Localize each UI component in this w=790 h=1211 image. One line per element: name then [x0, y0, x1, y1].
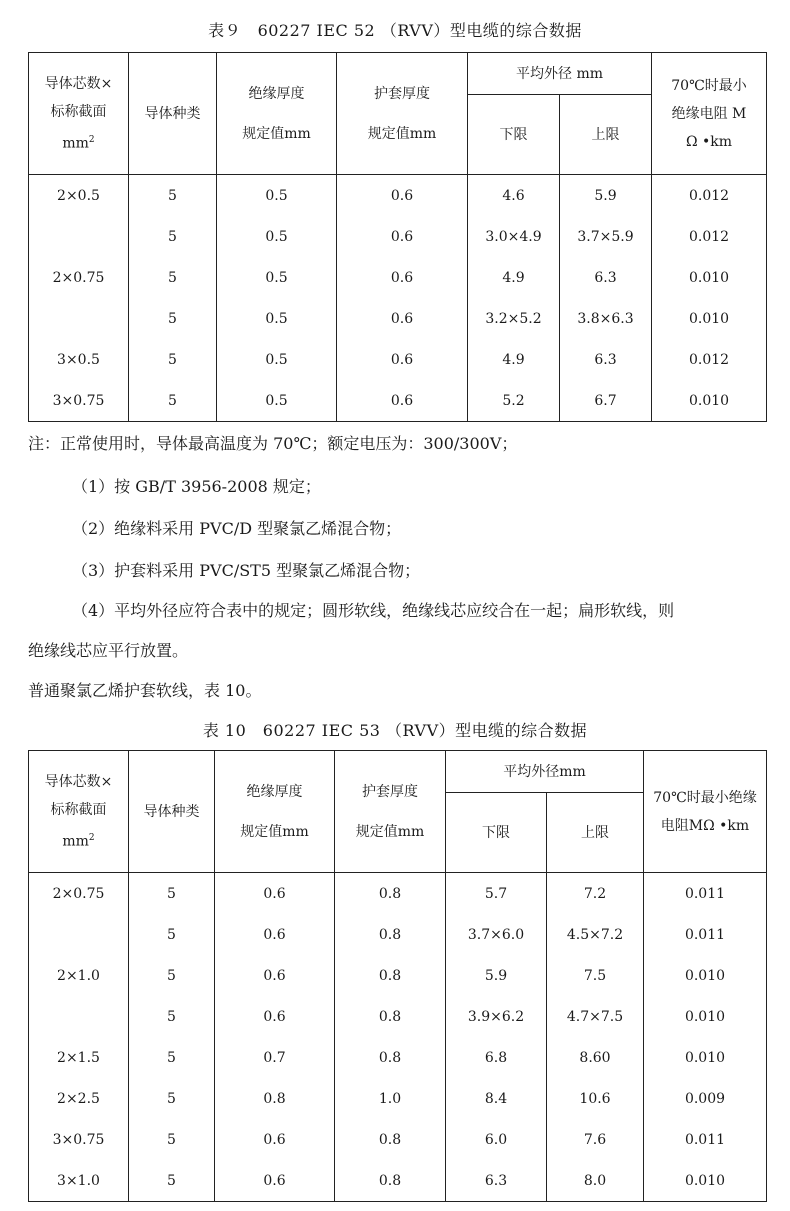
cell: 3.9×6.2	[446, 996, 547, 1037]
cell: 5	[129, 257, 217, 298]
table-row	[29, 1119, 767, 1160]
cell: 5	[129, 1037, 215, 1078]
table9-body	[29, 175, 767, 422]
cell: 7.6	[547, 1119, 644, 1160]
cell: 5	[129, 298, 217, 339]
cell: 5	[129, 175, 217, 217]
cell: 5.9	[560, 175, 652, 217]
cell: 0.012	[652, 339, 767, 380]
cell: 3.7×6.0	[446, 914, 547, 955]
cell	[29, 216, 129, 257]
table-row	[29, 216, 767, 257]
cell: 0.010	[644, 996, 767, 1037]
cell: 8.4	[446, 1078, 547, 1119]
table9-header-sheath: 护套厚度 规定值mm	[337, 53, 468, 175]
cell: 0.011	[644, 1119, 767, 1160]
cell: 0.8	[335, 914, 446, 955]
cell: 0.6	[337, 216, 468, 257]
cell	[29, 914, 129, 955]
cell: 0.011	[644, 873, 767, 915]
note-table10-intro: 普通聚氯乙烯护套软线，表 10。	[28, 681, 262, 700]
cell: 0.5	[217, 175, 337, 217]
cell: 0.5	[217, 257, 337, 298]
cell: 2×1.5	[29, 1037, 129, 1078]
cell: 0.8	[335, 955, 446, 996]
cell: 0.6	[337, 339, 468, 380]
cell: 0.7	[215, 1037, 335, 1078]
table-row	[29, 175, 767, 217]
table10	[28, 750, 767, 1202]
table9-header-resistance: 70℃时最小 绝缘电阻 M Ω •km	[652, 53, 767, 175]
table9-header-lower: 下限	[468, 95, 560, 175]
cell: 4.9	[468, 257, 560, 298]
cell: 3.2×5.2	[468, 298, 560, 339]
table-row	[29, 298, 767, 339]
cell: 3.8×6.3	[560, 298, 652, 339]
cell: 0.6	[337, 257, 468, 298]
cell: 5.2	[468, 380, 560, 422]
cell: 6.8	[446, 1037, 547, 1078]
table10-caption: 表 10 60227 IEC 53 （RVV）型电缆的综合数据	[202, 721, 588, 740]
table9-header-insulation: 绝缘厚度 规定值mm	[217, 53, 337, 175]
cell: 0.6	[215, 873, 335, 915]
cell: 0.5	[217, 298, 337, 339]
cell: 2×0.75	[29, 873, 129, 915]
cell: 0.8	[335, 996, 446, 1037]
cell: 6.0	[446, 1119, 547, 1160]
table9-header-diameter: 平均外径 mm	[468, 53, 652, 95]
cell: 0.010	[644, 1037, 767, 1078]
cell: 7.2	[547, 873, 644, 915]
table10-header-diameter: 平均外径mm	[446, 751, 644, 793]
cell: 0.6	[337, 175, 468, 217]
cell: 5	[129, 955, 215, 996]
cell: 0.012	[652, 175, 767, 217]
table10-header-conductor: 导体种类	[129, 751, 215, 873]
cell: 5	[129, 996, 215, 1037]
table10-header-sheath: 护套厚度 规定值mm	[335, 751, 446, 873]
cell: 5	[129, 1119, 215, 1160]
table-row	[29, 996, 767, 1037]
cell: 0.012	[652, 216, 767, 257]
cell: 0.8	[335, 1160, 446, 1202]
cell: 5.9	[446, 955, 547, 996]
cell: 0.6	[337, 380, 468, 422]
table-row	[29, 339, 767, 380]
cell: 0.009	[644, 1078, 767, 1119]
note-4: （4）平均外径应符合表中的规定；圆形软线，绝缘线芯应绞合在一起；扁形软线，则	[72, 601, 675, 620]
cell: 0.5	[217, 216, 337, 257]
cell	[29, 298, 129, 339]
cell: 6.3	[560, 339, 652, 380]
cell: 0.6	[337, 298, 468, 339]
table-row	[29, 1037, 767, 1078]
cell: 6.3	[560, 257, 652, 298]
cell: 0.010	[652, 298, 767, 339]
table10-header-insulation: 绝缘厚度 规定值mm	[215, 751, 335, 873]
table-row	[29, 914, 767, 955]
cell: 0.8	[335, 1119, 446, 1160]
cell: 0.010	[652, 380, 767, 422]
note-2: （2）绝缘料采用 PVC/D 型聚氯乙烯混合物；	[72, 519, 402, 538]
table10-body	[29, 873, 767, 1202]
cell: 0.6	[215, 955, 335, 996]
cell: 0.010	[652, 257, 767, 298]
cell	[29, 996, 129, 1037]
cell: 1.0	[335, 1078, 446, 1119]
table-row	[29, 380, 767, 422]
cell: 3×0.75	[29, 1119, 129, 1160]
cell: 4.6	[468, 175, 560, 217]
cell: 5	[129, 873, 215, 915]
cell: 5	[129, 914, 215, 955]
table-row	[29, 1078, 767, 1119]
cell: 6.3	[446, 1160, 547, 1202]
cell: 2×0.5	[29, 175, 129, 217]
cell: 3×1.0	[29, 1160, 129, 1202]
cell: 2×0.75	[29, 257, 129, 298]
cell: 0.6	[215, 914, 335, 955]
cell: 2×2.5	[29, 1078, 129, 1119]
cell: 5	[129, 1078, 215, 1119]
table10-header-resistance: 70℃时最小绝缘 电阻MΩ •km	[644, 751, 767, 873]
cell: 7.5	[547, 955, 644, 996]
cell: 0.011	[644, 914, 767, 955]
cell: 5	[129, 380, 217, 422]
cell: 0.6	[215, 1119, 335, 1160]
cell: 4.5×7.2	[547, 914, 644, 955]
table-row	[29, 955, 767, 996]
cell: 5	[129, 1160, 215, 1202]
table-row	[29, 257, 767, 298]
cell: 3×0.75	[29, 380, 129, 422]
cell: 5	[129, 216, 217, 257]
table10-header-upper: 上限	[547, 793, 644, 873]
table-row	[29, 1160, 767, 1202]
cell: 0.8	[215, 1078, 335, 1119]
table9-header-conductor: 导体种类	[129, 53, 217, 175]
cell: 0.8	[335, 873, 446, 915]
table9	[28, 52, 767, 422]
cell: 0.6	[215, 1160, 335, 1202]
cell: 4.9	[468, 339, 560, 380]
cell: 3×0.5	[29, 339, 129, 380]
cell: 4.7×7.5	[547, 996, 644, 1037]
cell: 0.010	[644, 1160, 767, 1202]
cell: 0.8	[335, 1037, 446, 1078]
cell: 2×1.0	[29, 955, 129, 996]
cell: 3.0×4.9	[468, 216, 560, 257]
note-main: 注：正常使用时，导体最高温度为 70℃；额定电压为：300/300V；	[28, 434, 518, 453]
table-row	[29, 873, 767, 915]
cell: 0.010	[644, 955, 767, 996]
cell: 5	[129, 339, 217, 380]
table9-caption: 表９ 60227 IEC 52 （RVV）型电缆的综合数据	[208, 21, 582, 40]
table10-header-lower: 下限	[446, 793, 547, 873]
cell: 3.7×5.9	[560, 216, 652, 257]
note-1: （1）按 GB/T 3956-2008 规定；	[72, 477, 321, 496]
note-4-continued: 绝缘线芯应平行放置。	[28, 641, 189, 660]
cell: 0.5	[217, 339, 337, 380]
table10-header-size: 导体芯数× 标称截面 $mm^2$	[29, 751, 129, 873]
note-3: （3）护套料采用 PVC/ST5 型聚氯乙烯混合物；	[72, 561, 421, 580]
cell: 10.6	[547, 1078, 644, 1119]
cell: 8.0	[547, 1160, 644, 1202]
cell: 0.5	[217, 380, 337, 422]
table9-header-upper: 上限	[560, 95, 652, 175]
cell: 8.60	[547, 1037, 644, 1078]
cell: 5.7	[446, 873, 547, 915]
cell: 0.6	[215, 996, 335, 1037]
cell: 6.7	[560, 380, 652, 422]
table9-header-size: 导体芯数× 标称截面 $mm^2$	[29, 53, 129, 175]
